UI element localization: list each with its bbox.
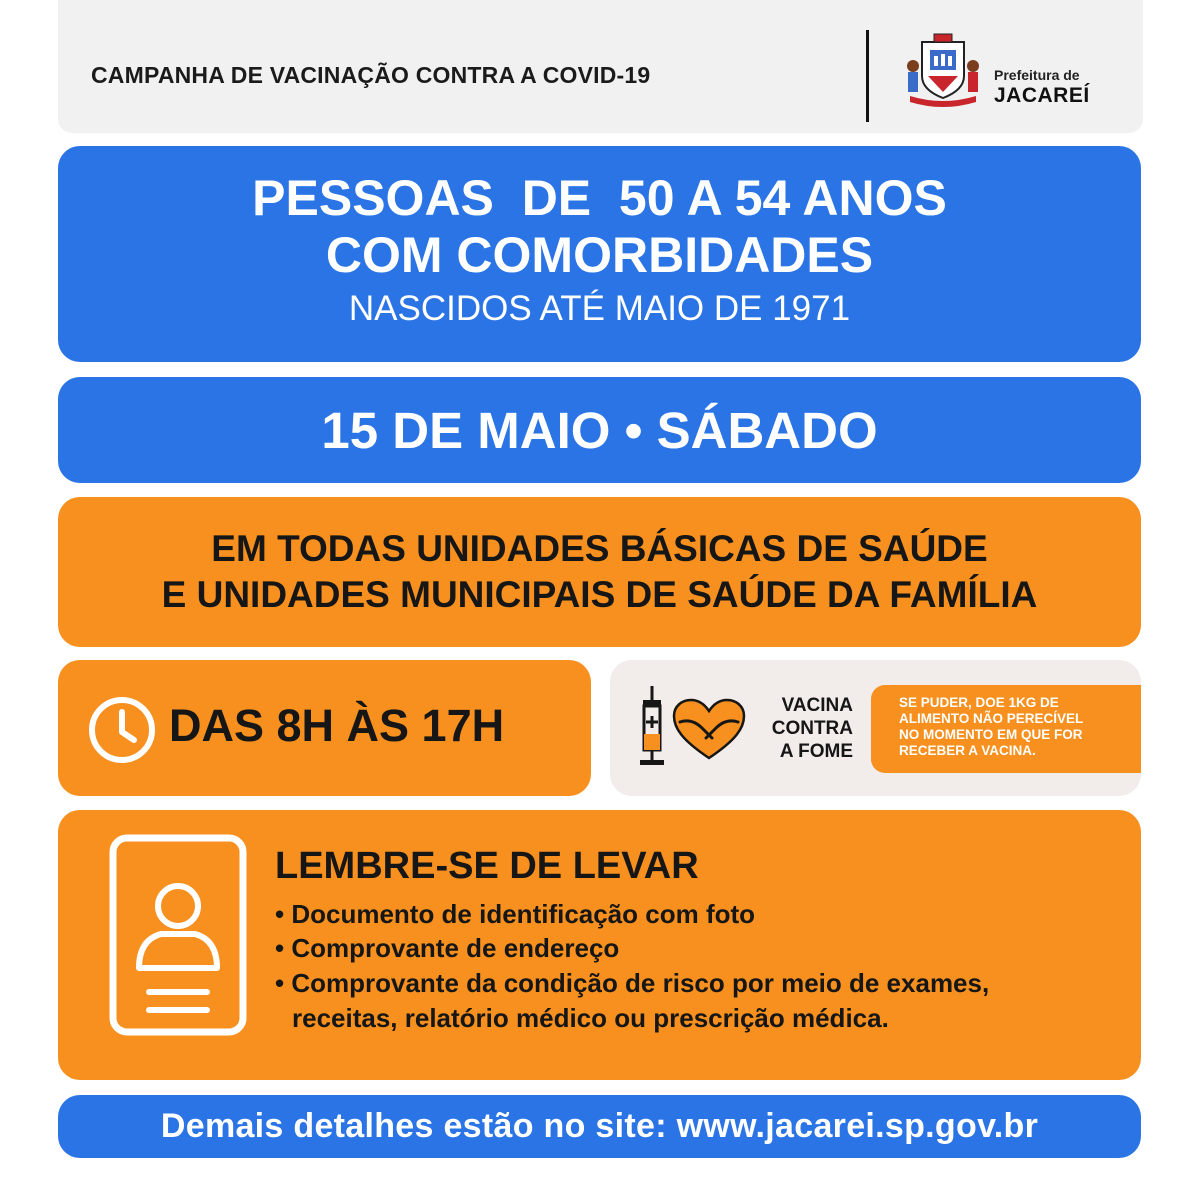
remember-item-risk-proof-cont: receitas, relatório médico ou prescrição médica.: [292, 1003, 889, 1033]
target-age-range: PESSOAS DE 50 A 54 ANOS: [252, 170, 947, 226]
donation-note-line-3: NO MOMENTO EM QUE FOR: [899, 727, 1083, 742]
location-panel: [58, 497, 1141, 647]
remember-title: LEMBRE-SE DE LEVAR: [275, 845, 699, 887]
vacina-contra-fome-label: [747, 694, 853, 763]
fome-label-line-2: CONTRA: [771, 718, 853, 739]
target-audience-panel: [58, 146, 1141, 362]
remember-item-risk-proof: • Comprovante da condição de risco por meio de exames,: [275, 968, 990, 998]
city-crest-icon: [904, 30, 982, 108]
remember-item-id: • Documento de identificação com foto: [275, 899, 756, 929]
footer-site-link[interactable]: Demais detalhes estão no site: www.jacarei.sp.gov.br: [160, 1107, 1039, 1145]
target-condition: COM COMORBIDADES: [325, 227, 874, 283]
header-divider: [866, 30, 869, 122]
donation-note-line-1: SE PUDER, DOE 1KG DE: [899, 695, 1059, 710]
syringe-icon: [634, 684, 670, 774]
vaccination-date: 15 DE MAIO • SÁBADO: [321, 401, 878, 459]
remember-item-address: • Comprovante de endereço: [275, 933, 620, 963]
fome-label-line-3: A FOME: [779, 741, 853, 762]
city-name: JACAREÍ: [994, 84, 1090, 107]
remember-panel: [58, 810, 1141, 1080]
vacina-contra-fome-panel: [610, 660, 1141, 796]
id-card-icon: [109, 834, 247, 1036]
location-line-1: EM TODAS UNIDADES BÁSICAS DE SAÚDE: [211, 528, 988, 569]
prefeitura-label: Prefeitura de: [994, 67, 1080, 83]
donation-note: [899, 695, 1135, 759]
donation-note-line-4: RECEBER A VACINA.: [899, 743, 1036, 758]
fome-label-line-1: VACINA: [781, 695, 853, 716]
heart-hands-icon: [672, 698, 746, 762]
hours-panel: [58, 660, 591, 796]
donation-note-panel: [871, 685, 1141, 773]
location-line-2: E UNIDADES MUNICIPAIS DE SAÚDE DA FAMÍLIA: [161, 574, 1038, 615]
target-birth-note: NASCIDOS ATÉ MAIO DE 1971: [348, 289, 851, 328]
header-bar: [58, 0, 1143, 133]
hours-text: DAS 8H ÀS 17H: [169, 700, 505, 751]
footer-panel: [58, 1095, 1141, 1158]
clock-icon: [86, 694, 158, 766]
donation-note-line-2: ALIMENTO NÃO PERECÍVEL: [899, 711, 1084, 726]
campaign-title: CAMPANHA DE VACINAÇÃO CONTRA A COVID-19: [91, 62, 651, 88]
date-panel: [58, 377, 1141, 483]
